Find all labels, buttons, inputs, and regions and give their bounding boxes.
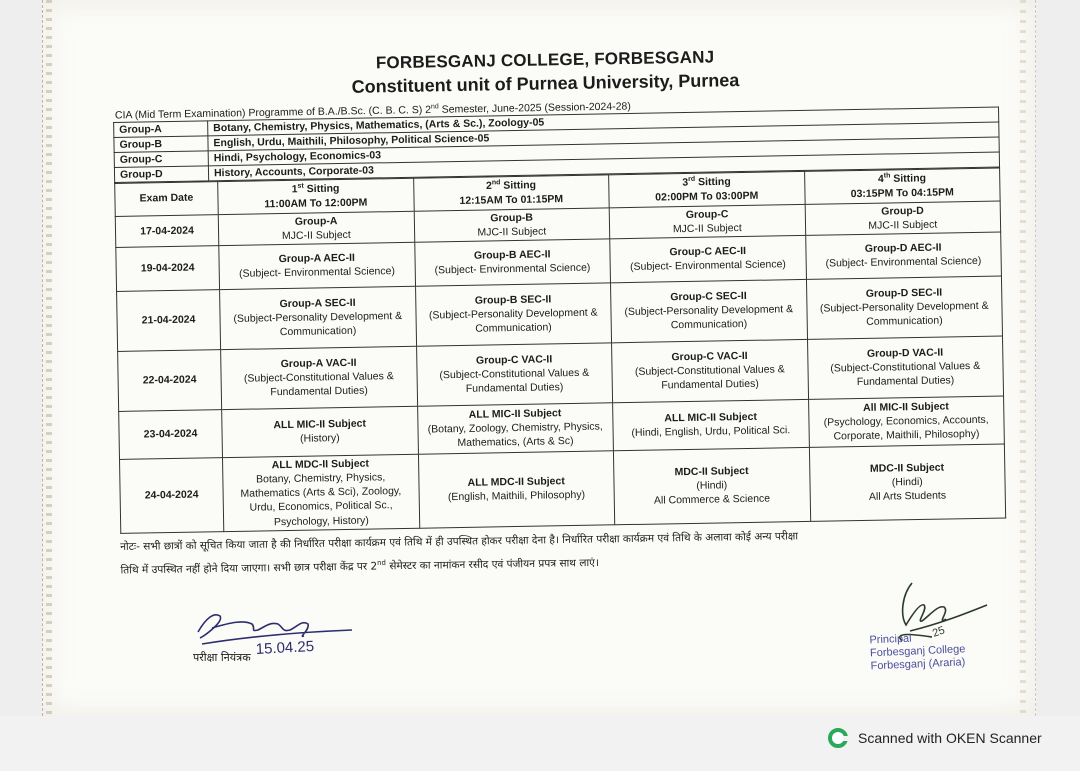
perforated-edge-right [1020, 0, 1026, 716]
stamp-line-2: Forbesganj College [869, 643, 966, 660]
sitting-ordinal: st [297, 182, 304, 190]
sitting-header [413, 174, 609, 210]
exam-slot [612, 339, 809, 402]
sitting-header [609, 171, 805, 207]
sitting-time: 03:15PM To 04:15PM [850, 186, 954, 200]
slot-title: Group-C SEC-II [670, 290, 747, 304]
caption-post: Semester, June-2025 (Session-2024-28) [438, 100, 631, 116]
slot-detail: (Subject- Environmental Science) [629, 258, 786, 274]
stamp-line-1: Principal [869, 632, 912, 647]
slot-title: Group-B [490, 211, 533, 224]
slot-title: Group-A VAC-II [280, 356, 357, 371]
exam-date: 17-04-2024 [115, 214, 219, 247]
exam-date: 21-04-2024 [117, 290, 221, 352]
slot-detail: (Subject-Personality Development & Communication) [624, 303, 794, 332]
schedule-table [114, 167, 1006, 534]
sitting-word: Sitting [500, 179, 537, 192]
controller-label: परीक्षा नियंत्रक [193, 651, 251, 664]
caption-sup: nd [430, 103, 439, 111]
slot-detail: (Subject- Environmental Science) [239, 265, 396, 281]
notice-line-2-pre: तिथि में उपस्थित नहीं होने दिया जाएगा। सभी छात्र परीक्षा केंद्र पर 2 [120, 560, 378, 577]
exam-slot [417, 403, 613, 454]
sitting-word: Sitting [695, 175, 731, 189]
sitting-header [804, 168, 1000, 204]
sitting-number: 1 [291, 183, 298, 196]
slot-detail: (Subject-Personality Development & Communication) [428, 306, 598, 336]
slot-detail: (Subject- Environmental Science) [825, 255, 982, 270]
exam-date: 24-04-2024 [120, 457, 224, 533]
slot-title: Group-C VAC-II [475, 353, 553, 367]
notice-line-2-sup: nd [377, 558, 387, 567]
exam-slot [219, 242, 415, 289]
exam-slot [222, 406, 418, 457]
scanner-text: Scanned with OKEN Scanner [858, 730, 1042, 746]
slot-detail: MJC-II Subject [281, 228, 351, 242]
sitting-header [218, 178, 414, 214]
exam-slot [808, 396, 1004, 447]
slot-title: ALL MIC-II Subject [273, 417, 367, 432]
scanner-watermark [828, 726, 1042, 750]
sitting-word: Sitting [890, 172, 927, 186]
group-subjects: English, Urdu, Maithili, Philosophy, Political Science-05 [208, 122, 999, 151]
sitting-time: 11:00AM To 12:00PM [264, 196, 368, 211]
exam-slot [222, 454, 419, 531]
slot-title: Group-D VAC-II [866, 346, 944, 360]
slot-title: ALL MIC-II Subject [468, 407, 562, 421]
slot-detail: (Psychology, Economics, Accounts, Corporate, Maithili, Philosophy) [823, 414, 989, 443]
exam-slot [416, 343, 613, 406]
slot-detail: (Subject- Environmental Science) [434, 262, 591, 277]
slot-detail: (Subject-Personality Development & Communication) [233, 310, 403, 339]
principal-stamp [869, 630, 981, 674]
document-body [112, 43, 1006, 534]
slot-title: ALL MIC-II Subject [664, 410, 757, 425]
slot-detail: (Subject-Constitutional Values & Fundamental Duties) [243, 370, 394, 399]
notice-line-2-post: सेमेस्टर का नामांकन रसीद एवं पंजीयन प्रपत्र साथ लाएं। [385, 556, 600, 573]
exam-date: 19-04-2024 [116, 246, 220, 292]
exam-slot [610, 235, 806, 282]
slot-detail: (History) [299, 432, 340, 446]
oken-logo-icon [828, 728, 848, 748]
slot-detail: (Subject-Constitutional Values & Fundamental Duties) [439, 366, 590, 396]
exam-slot [221, 346, 418, 409]
group-subjects: Botany, Chemistry, Physics, Mathematics, (Arts & Sc.), Zoology-05 [208, 107, 999, 136]
exam-slot [613, 447, 810, 524]
slot-title: MDC-II Subject [869, 461, 945, 475]
slot-title: MDC-II Subject [674, 464, 749, 479]
exam-slot [609, 204, 805, 239]
slot-title: ALL MDC-II Subject [467, 475, 565, 489]
slot-title: Group-D [881, 204, 924, 218]
slot-detail: (English, Maithili, Philosophy) [447, 489, 586, 504]
sitting-ordinal: nd [491, 179, 501, 187]
exam-slot [418, 451, 615, 528]
exam-slot [805, 232, 1001, 279]
group-subjects: Hindi, Psychology, Economics-03 [208, 137, 999, 166]
slot-title: ALL MDC-II Subject [271, 457, 370, 472]
affiliation-line: Constituent unit of Purnea University, Purnea [351, 70, 740, 97]
slot-title: Group-C AEC-II [669, 245, 747, 259]
group-name: Group-A [114, 120, 208, 137]
exam-slot [805, 201, 1001, 236]
controller-signature [192, 602, 362, 682]
group-name: Group-B [114, 135, 208, 152]
exam-date-header: Exam Date [115, 181, 219, 216]
slot-detail: (Botany, Zoology, Chemistry, Physics, Mathematics, (Arts & Sc) [427, 420, 603, 450]
svg-text:25: 25 [930, 624, 947, 640]
schedule-row [120, 444, 1006, 533]
sitting-number: 4 [877, 173, 884, 186]
slot-title: Group-A SEC-II [279, 296, 356, 311]
sitting-number: 2 [485, 179, 492, 193]
exam-slot [218, 211, 414, 246]
exam-slot [220, 286, 417, 349]
slot-detail: MJC-II Subject [868, 218, 938, 232]
slot-extra: All Arts Students [868, 489, 947, 504]
slot-detail: (Subject-Constitutional Values & Fundamental Duties) [830, 360, 981, 389]
exam-date: 22-04-2024 [118, 349, 222, 411]
slot-title: Group-A AEC-II [278, 251, 355, 266]
slot-title: Group-A [294, 214, 338, 228]
exam-date: 23-04-2024 [119, 409, 223, 459]
exam-slot [610, 279, 807, 342]
exam-slot [613, 399, 809, 450]
group-subjects: History, Accounts, Corporate-03 [208, 152, 999, 181]
perforated-edge-left [46, 0, 52, 716]
controller-date: 15.04.25 [255, 637, 315, 658]
sitting-word: Sitting [303, 182, 340, 196]
slot-title: Group-C [685, 207, 729, 221]
slot-title: All MIC-II Subject [862, 400, 949, 415]
slot-detail: (Subject-Personality Development & Communication) [819, 299, 989, 329]
slot-detail: (Hindi) [696, 479, 728, 493]
sitting-time: 02:00PM To 03:00PM [655, 189, 759, 204]
slot-title: Group-C VAC-II [671, 350, 748, 364]
slot-detail: MJC-II Subject [477, 225, 547, 239]
notice-line-1: नोटः- सभी छात्रों को सूचित किया जाता है की निर्धारित परीक्षा कार्यक्रम एवं तिथि में ही उपस्थित होकर परीक्षा देना है। निर्धारित परीक्षा कार्यक्रम एवं तिथि के अलावा कोई अन्य परीक्षा [120, 530, 799, 553]
slot-title: Group-D SEC-II [865, 286, 943, 300]
sitting-time: 12:15AM To 01:15PM [459, 192, 564, 207]
slot-detail: (Hindi, English, Urdu, Political Sci. [631, 424, 791, 440]
sitting-ordinal: th [883, 172, 891, 180]
stamp-line-3: Forbesganj (Araria) [870, 656, 966, 673]
exam-slot [809, 444, 1006, 521]
sitting-number: 3 [682, 176, 689, 189]
exam-slot [806, 276, 1003, 339]
exam-slot [414, 239, 610, 286]
caption-pre: CIA (Mid Term Examination) Programme of B.A./B.Sc. (C. B. C. S) 2 [114, 103, 432, 122]
slot-title: Group-D AEC-II [864, 241, 942, 256]
group-name: Group-C [114, 150, 208, 167]
group-name: Group-D [114, 165, 208, 182]
slot-title: Group-B AEC-II [473, 248, 551, 262]
slot-detail: MJC-II Subject [672, 221, 742, 235]
slot-title: Group-B SEC-II [474, 293, 552, 307]
sitting-ordinal: rd [688, 175, 696, 184]
slot-detail: Botany, Chemistry, Physics, Mathematics (Arts & Sci), Zoology, Urdu, Economics, Political Sc., Psychology, History) [240, 471, 402, 528]
college-name: FORBESGANJ COLLEGE, FORBESGANJ [375, 47, 715, 73]
slot-extra: All Commerce & Science [653, 492, 771, 507]
slot-detail: (Subject-Constitutional Values & Fundamental Duties) [634, 363, 785, 392]
exam-slot [807, 336, 1004, 399]
exam-slot [414, 207, 610, 242]
slot-detail: (Hindi) [891, 476, 923, 489]
exam-slot [415, 283, 612, 346]
